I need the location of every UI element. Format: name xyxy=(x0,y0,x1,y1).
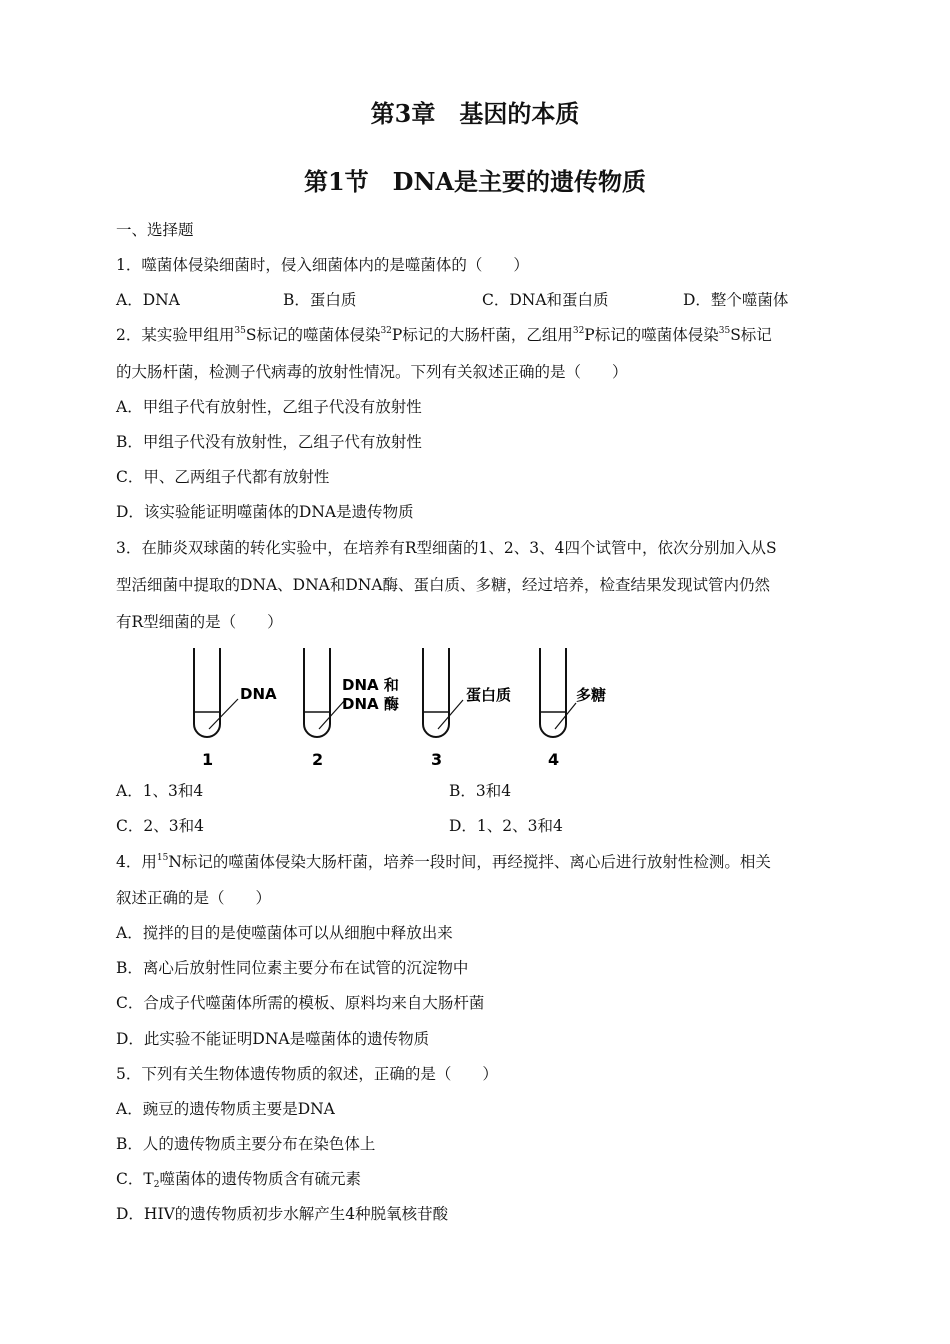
q5-option-c: C．$T_2$噬菌体的遗传物质含有硫元素 xyxy=(116,1170,361,1190)
q5-stem: 5．下列有关生物体遗传物质的叙述，正确的是（ ） xyxy=(116,1065,498,1083)
test-tube-2 xyxy=(304,648,399,769)
tube-3-number: 3 xyxy=(431,750,443,769)
q3-option-d: D．1、2、3和4 xyxy=(449,817,563,835)
test-tube-4 xyxy=(540,648,606,769)
tube-4-number: 4 xyxy=(548,750,560,769)
q4-stem-line1: 4．用$^{15}$N标记的噬菌体侵染大肠杆菌，培养一段时间，再经搅拌、离心后进行放射性检测。相关 xyxy=(116,853,771,871)
tube-1-number: 1 xyxy=(202,750,214,769)
q3-option-c: C．2、3和4 xyxy=(116,817,204,835)
section-number: 第1节 xyxy=(303,167,369,196)
tube-4-label: 多糖 xyxy=(576,686,607,704)
q2-option-d: D．该实验能证明噬菌体的DNA是遗传物质 xyxy=(116,503,414,521)
section-name: DNA是主要的遗传物质 xyxy=(392,167,647,196)
q4-stem-line2: 叙述正确的是（ ） xyxy=(116,889,272,907)
q3-stem-line3: 有R型细菌的是（ ） xyxy=(116,613,283,631)
q1-option-a: A．DNA xyxy=(116,291,180,309)
test-tube-1 xyxy=(194,648,277,769)
q3-option-b: B．3和4 xyxy=(449,782,512,800)
q4-option-b: B．离心后放射性同位素主要分布在试管的沉淀物中 xyxy=(116,959,469,977)
tube-3-label: 蛋白质 xyxy=(466,686,512,704)
q5-option-d: D．HIV的遗传物质初步水解产生4种脱氧核苷酸 xyxy=(116,1205,449,1223)
q2-option-c: C．甲、乙两组子代都有放射性 xyxy=(116,468,330,486)
q5-option-b: B．人的遗传物质主要分布在染色体上 xyxy=(116,1135,376,1153)
q4-option-d: D．此实验不能证明DNA是噬菌体的遗传物质 xyxy=(116,1030,430,1048)
chapter-heading xyxy=(0,94,950,129)
q4-option-c: C．合成子代噬菌体所需的模板、原料均来自大肠杆菌 xyxy=(116,994,485,1012)
chapter-number: 第3章 xyxy=(370,99,436,128)
chapter-name: 基因的本质 xyxy=(459,99,580,128)
tube-2-number: 2 xyxy=(312,750,324,769)
q3-stem-line2: 型活细菌中提取的DNA、DNA和DNA酶、蛋白质、多糖，经过培养，检查结果发现试管内仍然 xyxy=(116,576,771,594)
q2-option-b: B．甲组子代没有放射性，乙组子代有放射性 xyxy=(116,433,422,451)
q2-stem-line2: 的大肠杆菌，检测子代病毒的放射性情况。下列有关叙述正确的是（ ） xyxy=(116,363,628,381)
q1-option-d: D．整个噬菌体 xyxy=(683,291,789,309)
test-tube-3 xyxy=(423,648,511,769)
tube-2-label-line1: DNA 和 xyxy=(342,676,399,694)
q1-option-c: C．DNA和蛋白质 xyxy=(482,291,609,309)
q1-option-b: B．蛋白质 xyxy=(283,291,357,309)
q2-stem-line1: 2．某实验甲组用$^{35}$S标记的噬菌体侵染$^{32}$P标记的大肠杆菌，乙组用$^{32}$P标记的噬菌体侵染$^{35}$S标记 xyxy=(116,326,772,344)
q2-option-a: A．甲组子代有放射性，乙组子代没有放射性 xyxy=(116,398,422,416)
q3-option-a: A．1、3和4 xyxy=(116,782,204,800)
section-heading xyxy=(0,162,950,197)
q1-stem: 1．噬菌体侵染细菌时，侵入细菌体内的是噬菌体的（ ） xyxy=(116,256,529,274)
tube-2-label-line2: DNA 酶 xyxy=(342,695,399,713)
tube-1-label: DNA xyxy=(240,685,277,703)
q4-option-a: A．搅拌的目的是使噬菌体可以从细胞中释放出来 xyxy=(116,924,453,942)
q3-stem-line1: 3．在肺炎双球菌的转化实验中，在培养有R型细菌的1、2、3、4四个试管中，依次分别加入从S xyxy=(116,539,777,557)
part-heading: 一、选择题 xyxy=(116,221,194,239)
test-tubes-figure xyxy=(180,643,620,773)
q5-option-a: A．豌豆的遗传物质主要是DNA xyxy=(116,1100,335,1118)
